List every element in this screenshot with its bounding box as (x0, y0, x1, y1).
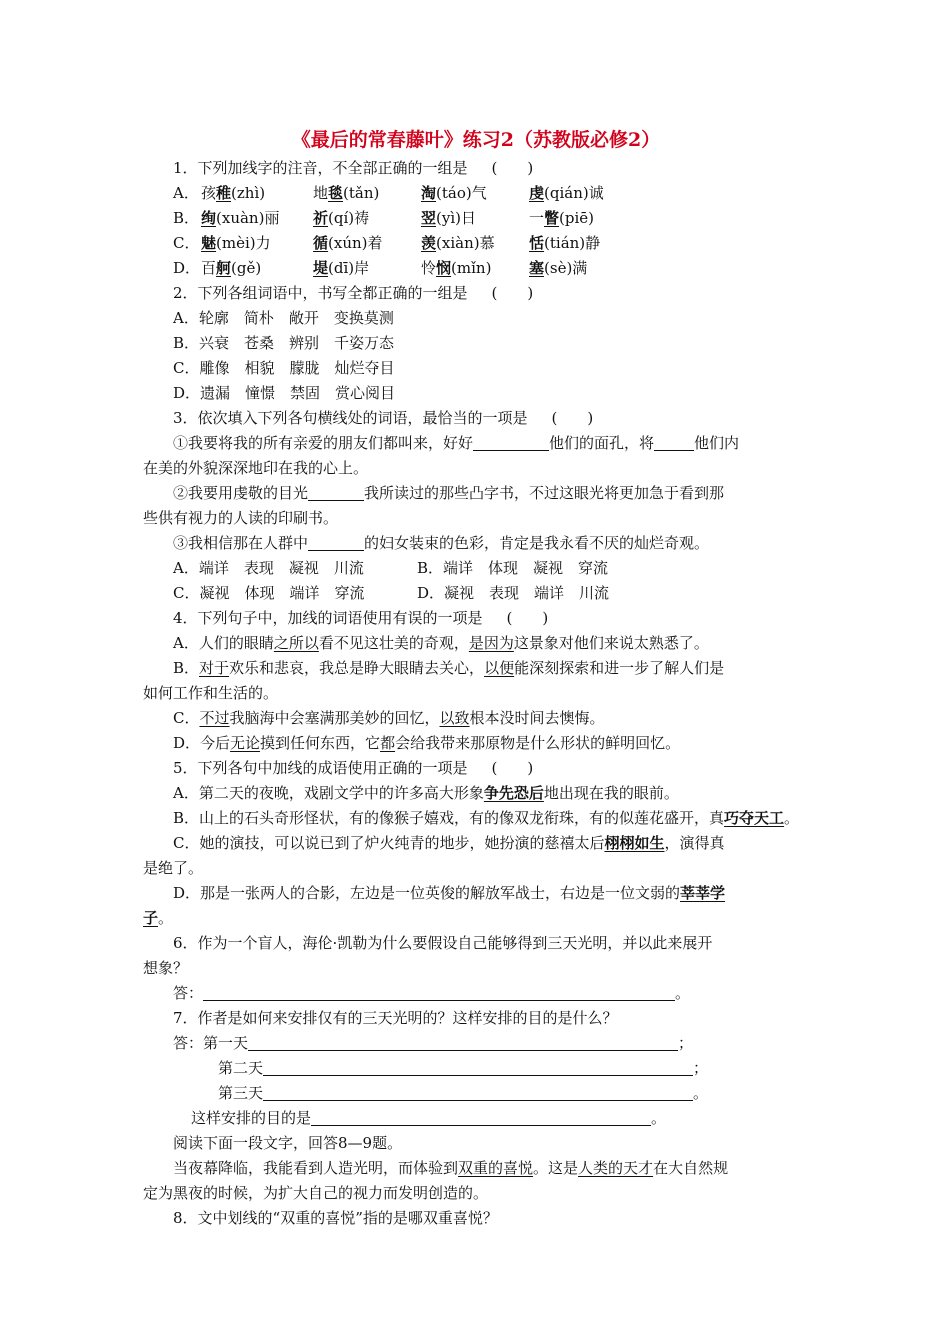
pinyin-item: 绚(xuàn)丽 (201, 209, 280, 227)
pinyin-item: 魅(mèi)力 (201, 234, 271, 252)
reading-passage: 当夜幕降临，我能看到人造光明，而体验到双重的喜悦。这是人类的天才在大自然规 (173, 1159, 729, 1177)
q3-sentence-1: ①我要将我的所有亲爱的朋友们都叫来，好好 他们的面孔，将 他们内 (173, 434, 740, 452)
answer-line[interactable] (203, 984, 675, 1001)
pinyin-item: 塞(sè)满 (529, 259, 588, 277)
q3-sentence-2: ②我要用虔敬的目光 我所读过的那些凸字书，不过这眼光将更加急于看到那 (173, 484, 725, 502)
q4-option-b: B．对于欢乐和悲哀，我总是睁大眼睛去关心，以便能深刻探索和进一步了解人们是 (173, 659, 725, 677)
q1-option-row (143, 181, 809, 206)
answer-paren: ( ) (491, 159, 534, 177)
answer-line[interactable] (263, 1084, 693, 1101)
pinyin-item: 孩稚(zhì) (201, 184, 266, 202)
q5-option-d: D．那是一张两人的合影，左边是一位英俊的解放军战士，右边是一位文弱的莘莘学 (173, 884, 726, 902)
q7-stem: 7．作者是如何来安排仅有的三天光明的？这样安排的目的是什么？ (173, 1009, 618, 1027)
q5-option-c-cont: 是绝了。 (143, 859, 204, 877)
q3-options-cd: C．凝视 体现 端详 穿流 D．凝视 表现 端详 川流 (173, 584, 610, 602)
q1-option-row (143, 256, 809, 281)
q7-day3: 第三天 。 (218, 1084, 709, 1102)
q2-stem: 2．下列各组词语中，书写全都正确的一组是 ( ) (143, 281, 809, 306)
pinyin-item: 堤(dī)岸 (313, 259, 370, 277)
q2-option-d: D．遗漏 憧憬 禁固 赏心阅目 (173, 384, 396, 402)
q5-option-c: C．她的演技，可以说已到了炉火纯青的地步，她扮演的慈禧太后栩栩如生，演得真 (173, 834, 725, 852)
answer-line[interactable] (248, 1034, 678, 1051)
q5-option-a: A．第二天的夜晚，戏剧文学中的许多高大形象争先恐后地出现在我的眼前。 (173, 784, 679, 802)
answer-paren: ( ) (551, 409, 594, 427)
q7-purpose: 这样安排的目的是 。 (191, 1109, 667, 1127)
pinyin-item: 翌(yì)日 (421, 209, 476, 227)
pinyin-item: 百舸(gě) (201, 259, 262, 277)
q6-stem: 6．作为一个盲人，海伦·凯勒为什么要假设自己能够得到三天光明，并以此来展开 (173, 934, 713, 952)
fill-blank[interactable] (473, 434, 549, 451)
q4-stem: 4．下列句子中，加线的词语使用有误的一项是 ( ) (143, 606, 809, 631)
q6-stem-cont: 想象？ (143, 959, 189, 977)
answer-paren: ( ) (506, 609, 549, 627)
worksheet-page (143, 126, 809, 1231)
q1-option-row (143, 206, 809, 231)
page-title: 《最后的常春藤叶》练习2（苏教版必修2） (291, 129, 661, 151)
q7-day1: 答：第一天 ； (173, 1034, 694, 1052)
answer-paren: ( ) (491, 284, 534, 302)
pinyin-item: 虔(qián)诚 (529, 184, 604, 202)
q3-sentence-3: ③我相信那在人群中 的妇女装束的色彩，肯定是我永看不厌的灿烂奇观。 (173, 534, 710, 552)
q3-stem: 3．依次填入下列各句横线处的词语，最恰当的一项是 ( ) (143, 406, 809, 431)
q4-option-a: A．人们的眼睛之所以看不见这壮美的奇观，是因为这景象对他们来说太熟悉了。 (173, 634, 709, 652)
q3-sentence-2-cont: 些供有视力的人读的印刷书。 (143, 509, 339, 527)
q2-option-b: B．兴衰 苍桑 辨别 千姿万态 (173, 334, 395, 352)
fill-blank[interactable] (308, 484, 364, 501)
pinyin-item: 羡(xiàn)慕 (421, 234, 495, 252)
q6-answer: 答： 。 (173, 984, 691, 1002)
pinyin-item: 循(xún)着 (313, 234, 383, 252)
reading-passage-cont: 定为黑夜的时候，为扩大自己的视力而发明创造的。 (143, 1184, 489, 1202)
q7-day2: 第二天 ； (218, 1059, 709, 1077)
pinyin-item: 祈(qí)祷 (313, 209, 370, 227)
pinyin-item: 一瞥(piē) (529, 209, 595, 227)
q1-option-row (143, 231, 809, 256)
q5-option-d-cont: 子。 (143, 909, 174, 927)
answer-line[interactable] (311, 1109, 651, 1126)
answer-line[interactable] (263, 1059, 693, 1076)
pinyin-item: 淘(táo)气 (421, 184, 487, 202)
q2-option-c: C．雕像 相貌 朦胧 灿烂夺目 (173, 359, 395, 377)
q4-option-b-cont: 如何工作和生活的。 (143, 684, 279, 702)
reading-intro: 阅读下面一段文字，回答8—9题。 (173, 1134, 403, 1152)
q5-stem: 5．下列各句中加线的成语使用正确的一项是 ( ) (143, 756, 809, 781)
q3-sentence-1-cont: 在美的外貌深深地印在我的心上。 (143, 459, 369, 477)
pinyin-item: 怜悯(mǐn) (421, 259, 492, 277)
q2-option-a: A．轮廓 简朴 敞开 变换莫测 (173, 309, 394, 327)
pinyin-item: 恬(tián)静 (529, 234, 601, 252)
option-label: A． (173, 184, 199, 202)
q4-option-c: C．不过我脑海中会塞满那美妙的回忆，以致根本没时间去懊悔。 (173, 709, 605, 727)
option-label: D． (173, 259, 201, 277)
q1-stem: 1．下列加线字的注音，不全部正确的一组是 ( ) (143, 156, 809, 181)
option-label: C． (173, 234, 200, 252)
pinyin-item: 地毯(tǎn) (313, 184, 380, 202)
q5-option-b: B．山上的石头奇形怪状，有的像猴子嬉戏，有的像双龙衔珠，有的似莲花盛开，真巧夺天工。 (173, 809, 800, 827)
option-label: B． (173, 209, 200, 227)
q4-option-d: D．今后无论摸到任何东西，它都会给我带来那原物是什么形状的鲜明回忆。 (173, 734, 681, 752)
fill-blank[interactable] (654, 434, 694, 451)
q8-stem: 8．文中划线的“双重的喜悦”指的是哪双重喜悦？ (173, 1209, 498, 1227)
q1-options (143, 181, 809, 281)
fill-blank[interactable] (308, 534, 364, 551)
answer-paren: ( ) (491, 759, 534, 777)
q3-options-ab: A．端详 表现 凝视 川流 B．端详 体现 凝视 穿流 (173, 559, 609, 577)
